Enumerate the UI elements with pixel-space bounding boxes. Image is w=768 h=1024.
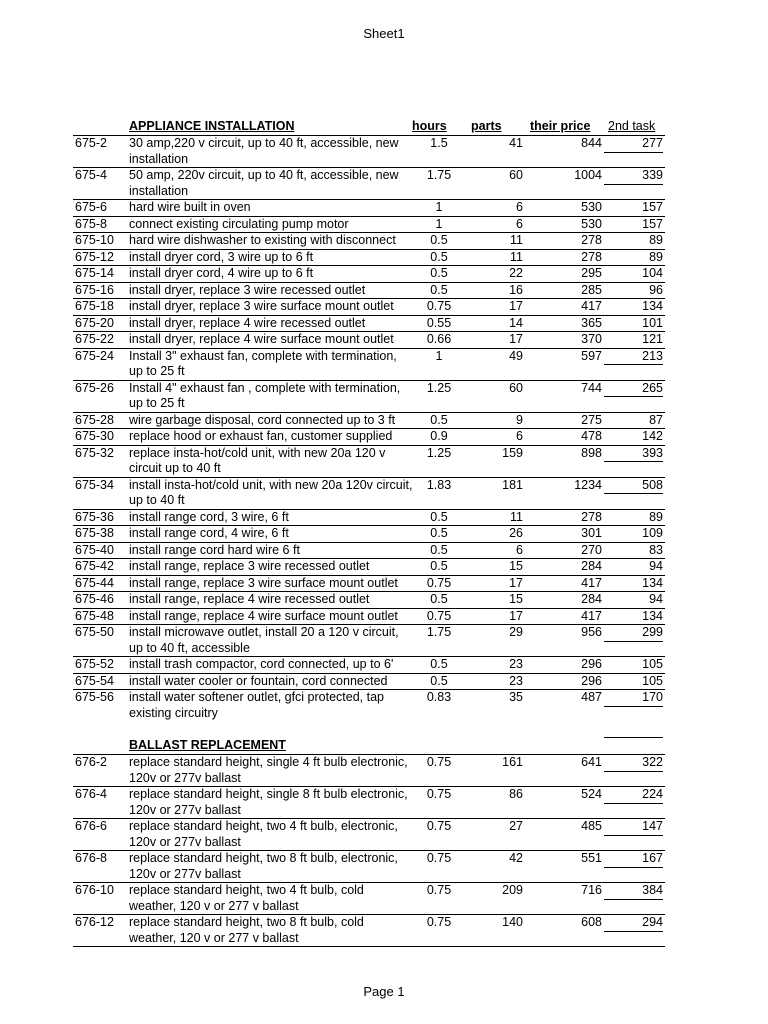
table-row: [73, 232, 665, 249]
table-row: [73, 331, 665, 348]
task-value: 105: [604, 674, 663, 691]
price-value: 278: [581, 509, 602, 524]
hours-value: 0.5: [430, 657, 448, 671]
price-value: 295: [581, 266, 602, 280]
item-code: 675-12: [75, 249, 114, 264]
price-value: 301: [581, 526, 602, 540]
parts-value: 9: [516, 412, 523, 427]
price-value: 270: [581, 542, 602, 557]
price-value: 716: [581, 883, 602, 897]
hours-value: 0.5: [430, 592, 448, 606]
item-description: install trash compactor, cord connected, up to 6': [129, 657, 394, 671]
item-code: 675-50: [75, 625, 114, 639]
table-row: [73, 882, 665, 914]
parts-value: 41: [509, 136, 523, 150]
price-table: [73, 119, 665, 947]
hours-value: 0.83: [426, 690, 452, 704]
table-header: [73, 119, 665, 135]
item-code: 675-20: [75, 315, 114, 330]
table-row: [73, 656, 665, 673]
item-code: 676-4: [75, 787, 107, 801]
item-description: install water softener outlet, gfci protected, tap existing circuitry: [129, 690, 384, 720]
task-value: 277: [604, 136, 663, 153]
task-value: 104: [604, 266, 663, 283]
hours-value: 0.5: [430, 526, 448, 540]
task-value: 94: [604, 559, 663, 576]
item-description: hard wire built in oven: [129, 200, 251, 214]
hours-value: 0.5: [430, 673, 448, 688]
item-code: 675-18: [75, 299, 114, 313]
hours-value: 0.75: [426, 851, 452, 865]
parts-value: 16: [509, 282, 523, 297]
parts-value: 6: [516, 200, 523, 214]
parts-value: 42: [509, 851, 523, 865]
column-header-price: their price: [530, 119, 591, 133]
hours-value: 0.9: [430, 429, 448, 443]
parts-value: 49: [509, 348, 523, 363]
item-code: 675-16: [75, 282, 114, 297]
table-row: [73, 445, 665, 477]
table-row: [73, 542, 665, 559]
item-code: 675-42: [75, 559, 114, 573]
parts-value: 161: [502, 755, 523, 769]
table-row: [73, 412, 665, 429]
parts-value: 60: [509, 168, 523, 182]
table-row: [73, 754, 665, 786]
item-code: 675-54: [75, 673, 114, 688]
parts-value: 11: [510, 249, 523, 264]
table-row: [73, 216, 665, 233]
item-description: replace standard height, single 4 ft bulb electronic, 120v or 277v ballast: [129, 755, 408, 785]
table-end-rule: [73, 946, 665, 947]
price-value: 641: [581, 755, 602, 769]
task-value: 393: [604, 446, 663, 463]
sheet-title: Sheet1: [363, 26, 405, 41]
parts-value: 6: [516, 216, 523, 231]
item-code: 675-26: [75, 380, 114, 395]
price-value: 284: [581, 559, 602, 573]
task-value: 322: [604, 755, 663, 772]
price-value: 296: [581, 673, 602, 688]
hours-value: 1: [435, 348, 443, 363]
item-description: replace insta-hot/cold unit, with new 20a 120 v circuit up to 40 ft: [129, 445, 386, 475]
table-row: [73, 167, 665, 199]
item-code: 675-28: [75, 412, 114, 427]
hours-value: 0.5: [430, 233, 448, 247]
item-code: 675-38: [75, 526, 114, 540]
parts-value: 209: [502, 883, 523, 897]
task-value: 508: [604, 478, 663, 495]
item-code: 675-6: [75, 200, 107, 214]
item-code: 675-56: [75, 690, 114, 704]
table-row: [73, 608, 665, 625]
table-row: [73, 282, 665, 299]
hours-value: 0.75: [426, 787, 452, 801]
section-title-ballast: BALLAST REPLACEMENT: [129, 738, 286, 752]
item-description: replace hood or exhaust fan, customer supplied: [129, 429, 393, 443]
hours-value: 0.5: [430, 559, 448, 573]
item-description: install range cord, 4 wire, 6 ft: [129, 526, 289, 540]
price-value: 1234: [574, 477, 602, 492]
item-code: 675-40: [75, 542, 114, 557]
item-code: 676-6: [75, 819, 107, 833]
hours-value: 0.5: [430, 249, 448, 264]
table-row: [73, 135, 665, 167]
table-row: [73, 786, 665, 818]
item-description: Install 3" exhaust fan, complete with termination, up to 25 ft: [129, 348, 397, 378]
price-value: 417: [581, 608, 602, 623]
item-code: 676-12: [75, 915, 114, 929]
parts-value: 35: [509, 690, 523, 704]
item-code: 675-14: [75, 266, 114, 280]
table-row: [73, 249, 665, 266]
hours-value: 0.75: [426, 575, 452, 590]
item-description: install microwave outlet, install 20 a 120 v circuit, up to 40 ft, accessible: [129, 625, 399, 655]
hours-value: 0.75: [426, 299, 452, 313]
item-description: install dryer cord, 3 wire up to 6 ft: [129, 249, 314, 264]
table-row: [73, 558, 665, 575]
table-row: [73, 850, 665, 882]
hours-value: 0.55: [426, 315, 452, 330]
ballast-section-header: [73, 737, 665, 754]
item-code: 675-4: [75, 168, 107, 182]
item-code: 675-8: [75, 216, 107, 231]
task-value: 134: [604, 576, 663, 593]
hours-value: 0.5: [430, 266, 448, 280]
parts-value: 17: [509, 575, 523, 590]
parts-value: 181: [502, 477, 523, 492]
table-row: [73, 428, 665, 445]
task-value: 83: [604, 543, 663, 560]
parts-value: 15: [509, 559, 523, 573]
table-row: [73, 591, 665, 608]
item-description: install insta-hot/cold unit, with new 20a 120v circuit, up to 40 ft: [129, 477, 413, 507]
table-row: [73, 509, 665, 526]
hours-value: 0.5: [430, 412, 448, 427]
hours-value: 1.5: [430, 136, 448, 150]
task-value: 265: [604, 381, 663, 398]
table-row: [73, 914, 665, 946]
price-value: 898: [581, 445, 602, 460]
table-row: [73, 380, 665, 412]
task-value: 89: [604, 250, 663, 267]
item-code: 675-34: [75, 477, 114, 492]
table-row: [73, 265, 665, 282]
item-code: 675-2: [75, 136, 107, 150]
task-value: 94: [604, 592, 663, 609]
price-value: 284: [581, 592, 602, 606]
price-value: 296: [581, 657, 602, 671]
task-value: 134: [604, 299, 663, 316]
hours-value: 0.5: [430, 509, 448, 524]
item-code: 675-46: [75, 592, 114, 606]
hours-value: 0.5: [430, 542, 448, 557]
item-description: Install 4" exhaust fan , complete with termination, up to 25 ft: [129, 380, 401, 410]
task-value: 170: [604, 690, 663, 707]
price-value: 530: [581, 216, 602, 231]
hours-value: 1.25: [426, 445, 452, 460]
parts-value: 6: [516, 429, 523, 443]
item-code: 675-36: [75, 509, 114, 524]
item-description: install water cooler or fountain, cord connected: [129, 673, 388, 688]
parts-value: 17: [509, 332, 523, 346]
parts-value: 14: [509, 315, 523, 330]
item-description: install range cord, 3 wire, 6 ft: [129, 509, 289, 524]
parts-value: 11: [510, 233, 523, 247]
task-value: 105: [604, 657, 663, 674]
parts-value: 26: [509, 526, 523, 540]
item-code: 675-44: [75, 575, 114, 590]
hours-value: 1: [435, 216, 443, 231]
item-description: replace standard height, two 4 ft bulb, electronic, 120v or 277v ballast: [129, 819, 398, 849]
column-header-hours: hours: [412, 119, 447, 133]
item-code: 675-24: [75, 348, 114, 363]
price-value: 597: [581, 348, 602, 363]
parts-value: 17: [509, 608, 523, 623]
parts-value: 22: [509, 266, 523, 280]
item-code: 675-30: [75, 429, 114, 443]
price-value: 278: [581, 233, 602, 247]
item-code: 676-8: [75, 851, 107, 865]
price-value: 285: [581, 282, 602, 297]
hours-value: 1.83: [426, 477, 452, 492]
item-description: hard wire dishwasher to existing with disconnect: [129, 233, 396, 247]
task-value: 134: [604, 609, 663, 626]
price-value: 1004: [574, 168, 602, 182]
item-description: install dryer, replace 4 wire surface mount outlet: [129, 332, 394, 346]
hours-value: 0.75: [426, 608, 452, 623]
hours-value: 0.5: [430, 282, 448, 297]
item-description: replace standard height, two 4 ft bulb, cold weather, 120 v or 277 v ballast: [129, 883, 364, 913]
hours-value: 0.66: [426, 332, 452, 346]
section-spacer: [73, 721, 665, 737]
hours-value: 1.75: [426, 625, 452, 639]
price-value: 744: [581, 380, 602, 395]
task-value: 294: [604, 915, 663, 932]
parts-value: 29: [509, 625, 523, 639]
task-value: 224: [604, 787, 663, 804]
task-value: 109: [604, 526, 663, 543]
item-description: install dryer cord, 4 wire up to 6 ft: [129, 266, 314, 280]
price-value: 478: [581, 429, 602, 443]
task-value: 142: [604, 429, 663, 446]
ballast-replacement-rows: [73, 754, 665, 946]
task-value: 89: [604, 510, 663, 527]
price-value: 278: [581, 249, 602, 264]
parts-value: 27: [509, 819, 523, 833]
table-row: [73, 477, 665, 509]
table-row: [73, 315, 665, 332]
table-row: [73, 348, 665, 380]
item-description: install range, replace 3 wire surface mount outlet: [129, 575, 398, 590]
item-description: replace standard height, single 8 ft bulb electronic, 120v or 277v ballast: [129, 787, 408, 817]
item-description: 30 amp,220 v circuit, up to 40 ft, accessible, new installation: [129, 136, 399, 166]
task-value: 213: [604, 349, 663, 366]
hours-value: 0.75: [426, 915, 452, 929]
page-footer: Page 1: [363, 984, 405, 999]
hours-value: 1: [435, 200, 443, 214]
price-value: 608: [581, 915, 602, 929]
parts-value: 11: [510, 509, 523, 524]
parts-value: 23: [509, 657, 523, 671]
hours-value: 0.75: [426, 819, 452, 833]
price-value: 551: [581, 851, 602, 865]
table-row: [73, 818, 665, 850]
task-value: 157: [604, 200, 663, 217]
price-value: 370: [581, 332, 602, 346]
section-title-appliance: APPLIANCE INSTALLATION: [129, 119, 295, 133]
item-description: replace standard height, two 8 ft bulb, electronic, 120v or 277v ballast: [129, 851, 398, 881]
parts-value: 17: [509, 299, 523, 313]
task-value: 121: [604, 332, 663, 349]
price-value: 487: [581, 690, 602, 704]
task-value: 87: [604, 413, 663, 430]
table-row: [73, 199, 665, 216]
task-value: 89: [604, 233, 663, 250]
price-value: 417: [581, 575, 602, 590]
column-header-task: 2nd task: [608, 119, 656, 133]
parts-value: 86: [509, 787, 523, 801]
task-value: 101: [604, 316, 663, 333]
item-description: 50 amp, 220v circuit, up to 40 ft, accessible, new installation: [129, 168, 399, 198]
item-description: install range, replace 4 wire recessed outlet: [129, 592, 370, 606]
price-value: 485: [581, 819, 602, 833]
task-value: 96: [604, 283, 663, 300]
item-code: 675-10: [75, 233, 114, 247]
table-row: [73, 689, 665, 721]
price-value: 844: [581, 136, 602, 150]
hours-value: 1.75: [426, 168, 452, 182]
appliance-installation-rows: [73, 135, 665, 721]
table-row: [73, 673, 665, 690]
item-code: 676-10: [75, 883, 114, 897]
item-description: install dryer, replace 3 wire recessed outlet: [129, 282, 366, 297]
item-code: 675-22: [75, 332, 114, 346]
item-description: install dryer, replace 4 wire recessed outlet: [129, 315, 366, 330]
table-row: [73, 575, 665, 592]
price-value: 417: [581, 299, 602, 313]
table-row: [73, 525, 665, 542]
item-code: 676-2: [75, 755, 107, 769]
item-code: 675-32: [75, 445, 114, 460]
price-value: 524: [581, 787, 602, 801]
item-description: wire garbage disposal, cord connected up to 3 ft: [129, 412, 396, 427]
price-value: 530: [581, 200, 602, 214]
task-value: 384: [604, 883, 663, 900]
item-description: install range, replace 3 wire recessed outlet: [129, 559, 370, 573]
item-description: install range cord hard wire 6 ft: [129, 542, 300, 557]
column-header-parts: parts: [471, 119, 502, 133]
task-value: 157: [604, 217, 663, 234]
parts-value: 60: [509, 380, 523, 395]
table-row: [73, 624, 665, 656]
item-description: install range, replace 4 wire surface mount outlet: [129, 608, 398, 623]
item-description: install dryer, replace 3 wire surface mount outlet: [129, 299, 394, 313]
parts-value: 6: [516, 542, 523, 557]
task-column-rule: [604, 737, 663, 738]
parts-value: 23: [509, 673, 523, 688]
price-value: 365: [581, 315, 602, 330]
item-description: replace standard height, two 8 ft bulb, cold weather, 120 v or 277 v ballast: [129, 915, 364, 945]
hours-value: 0.75: [426, 755, 452, 769]
parts-value: 159: [502, 445, 523, 460]
item-code: 675-48: [75, 608, 114, 623]
item-code: 675-52: [75, 657, 114, 671]
table-row: [73, 298, 665, 315]
hours-value: 1.25: [426, 380, 452, 395]
price-value: 956: [581, 625, 602, 639]
parts-value: 15: [509, 592, 523, 606]
parts-value: 140: [502, 915, 523, 929]
task-value: 339: [604, 168, 663, 185]
hours-value: 0.75: [426, 883, 452, 897]
task-value: 167: [604, 851, 663, 868]
item-description: connect existing circulating pump motor: [129, 216, 349, 231]
task-value: 147: [604, 819, 663, 836]
task-value: 299: [604, 625, 663, 642]
price-value: 275: [581, 412, 602, 427]
